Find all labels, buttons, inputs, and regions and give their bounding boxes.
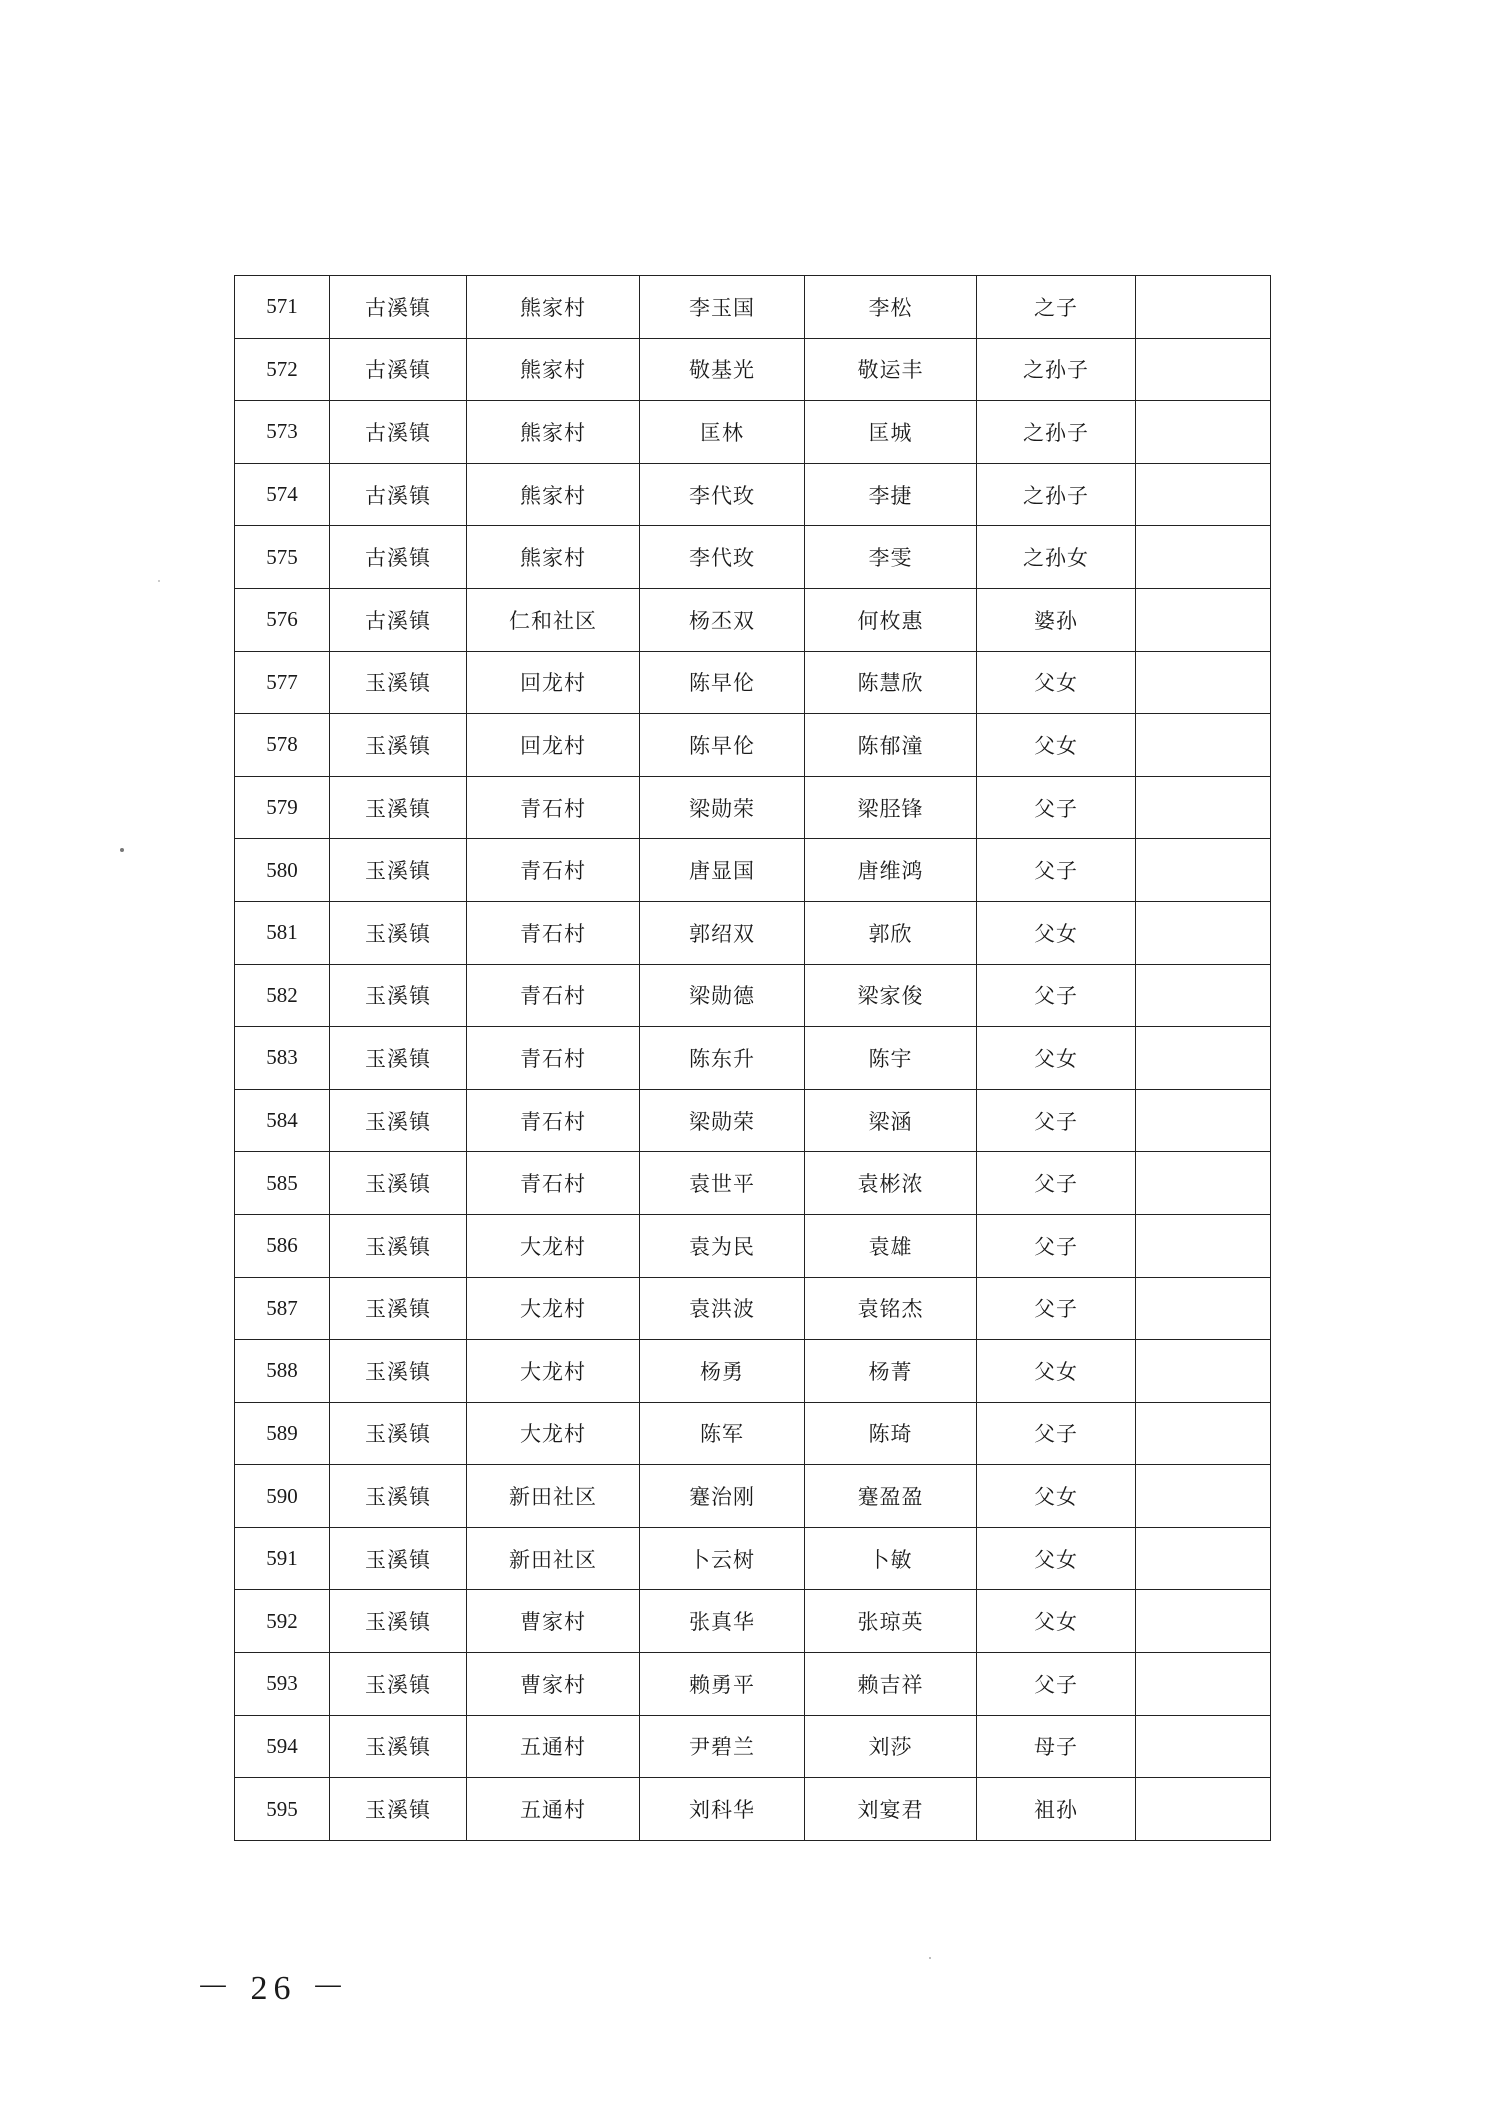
relative-name-cell: 陈宇 <box>805 1027 977 1090</box>
town-cell: 玉溪镇 <box>330 651 467 714</box>
person-name-cell: 郭绍双 <box>640 901 805 964</box>
person-name-cell: 张真华 <box>640 1590 805 1653</box>
row-number-cell: 588 <box>235 1340 330 1403</box>
table-row <box>235 776 1271 839</box>
village-cell: 大龙村 <box>467 1214 640 1277</box>
town-cell: 玉溪镇 <box>330 1214 467 1277</box>
town-cell: 玉溪镇 <box>330 776 467 839</box>
person-name-cell: 蹇治刚 <box>640 1465 805 1528</box>
note-cell <box>1136 463 1271 526</box>
table-row <box>235 1277 1271 1340</box>
relative-name-cell: 李捷 <box>805 463 977 526</box>
person-name-cell: 赖勇平 <box>640 1653 805 1716</box>
note-cell <box>1136 588 1271 651</box>
note-cell <box>1136 1402 1271 1465</box>
row-number-cell: 579 <box>235 776 330 839</box>
relation-cell: 之孙子 <box>977 401 1136 464</box>
village-cell: 曹家村 <box>467 1590 640 1653</box>
table-row <box>235 1590 1271 1653</box>
village-cell: 青石村 <box>467 839 640 902</box>
person-name-cell: 梁勋荣 <box>640 776 805 839</box>
relative-name-cell: 敬运丰 <box>805 338 977 401</box>
person-name-cell: 袁为民 <box>640 1214 805 1277</box>
village-cell: 五通村 <box>467 1715 640 1778</box>
note-cell <box>1136 1277 1271 1340</box>
person-name-cell: 卜云树 <box>640 1527 805 1590</box>
relation-cell: 父女 <box>977 1465 1136 1528</box>
relative-name-cell: 李雯 <box>805 526 977 589</box>
note-cell <box>1136 1089 1271 1152</box>
relative-name-cell: 陈郁潼 <box>805 714 977 777</box>
note-cell <box>1136 1152 1271 1215</box>
relative-name-cell: 李松 <box>805 276 977 339</box>
town-cell: 玉溪镇 <box>330 1778 467 1841</box>
village-cell: 青石村 <box>467 901 640 964</box>
table-row <box>235 839 1271 902</box>
row-number-cell: 572 <box>235 338 330 401</box>
row-number-cell: 592 <box>235 1590 330 1653</box>
town-cell: 玉溪镇 <box>330 1152 467 1215</box>
relation-cell: 之孙子 <box>977 463 1136 526</box>
roster-table <box>234 275 1271 1841</box>
person-name-cell: 尹碧兰 <box>640 1715 805 1778</box>
table-row <box>235 1089 1271 1152</box>
table-row <box>235 338 1271 401</box>
note-cell <box>1136 901 1271 964</box>
note-cell <box>1136 1527 1271 1590</box>
note-cell <box>1136 964 1271 1027</box>
note-cell <box>1136 839 1271 902</box>
person-name-cell: 袁洪波 <box>640 1277 805 1340</box>
note-cell <box>1136 401 1271 464</box>
village-cell: 大龙村 <box>467 1340 640 1403</box>
table-row <box>235 588 1271 651</box>
town-cell: 古溪镇 <box>330 588 467 651</box>
town-cell: 古溪镇 <box>330 338 467 401</box>
relative-name-cell: 卜敏 <box>805 1527 977 1590</box>
town-cell: 古溪镇 <box>330 276 467 339</box>
table-row <box>235 1402 1271 1465</box>
note-cell <box>1136 1590 1271 1653</box>
town-cell: 玉溪镇 <box>330 1402 467 1465</box>
relative-name-cell: 杨菁 <box>805 1340 977 1403</box>
village-cell: 熊家村 <box>467 463 640 526</box>
relative-name-cell: 唐维鸿 <box>805 839 977 902</box>
relation-cell: 父女 <box>977 1590 1136 1653</box>
note-cell <box>1136 1214 1271 1277</box>
table-row <box>235 276 1271 339</box>
table-row <box>235 1152 1271 1215</box>
person-name-cell: 匡林 <box>640 401 805 464</box>
table-row <box>235 1527 1271 1590</box>
town-cell: 玉溪镇 <box>330 1465 467 1528</box>
table-row <box>235 1778 1271 1841</box>
relation-cell: 父女 <box>977 714 1136 777</box>
town-cell: 玉溪镇 <box>330 1590 467 1653</box>
table-row <box>235 401 1271 464</box>
note-cell <box>1136 1653 1271 1716</box>
row-number-cell: 581 <box>235 901 330 964</box>
relation-cell: 母子 <box>977 1715 1136 1778</box>
row-number-cell: 584 <box>235 1089 330 1152</box>
village-cell: 青石村 <box>467 776 640 839</box>
table-row <box>235 964 1271 1027</box>
village-cell: 五通村 <box>467 1778 640 1841</box>
row-number-cell: 571 <box>235 276 330 339</box>
relation-cell: 父子 <box>977 1089 1136 1152</box>
village-cell: 熊家村 <box>467 526 640 589</box>
table-row <box>235 1715 1271 1778</box>
town-cell: 玉溪镇 <box>330 1089 467 1152</box>
note-cell <box>1136 714 1271 777</box>
relation-cell: 父女 <box>977 901 1136 964</box>
relation-cell: 祖孙 <box>977 1778 1136 1841</box>
note-cell <box>1136 651 1271 714</box>
note-cell <box>1136 338 1271 401</box>
relative-name-cell: 郭欣 <box>805 901 977 964</box>
relation-cell: 父子 <box>977 1402 1136 1465</box>
town-cell: 古溪镇 <box>330 526 467 589</box>
row-number-cell: 577 <box>235 651 330 714</box>
row-number-cell: 573 <box>235 401 330 464</box>
roster-table-body <box>235 276 1271 1841</box>
relation-cell: 之孙女 <box>977 526 1136 589</box>
relative-name-cell: 陈琦 <box>805 1402 977 1465</box>
relation-cell: 父女 <box>977 1340 1136 1403</box>
village-cell: 青石村 <box>467 964 640 1027</box>
relative-name-cell: 蹇盈盈 <box>805 1465 977 1528</box>
relation-cell: 父子 <box>977 964 1136 1027</box>
row-number-cell: 594 <box>235 1715 330 1778</box>
town-cell: 玉溪镇 <box>330 1340 467 1403</box>
person-name-cell: 李玉国 <box>640 276 805 339</box>
scan-speck <box>120 848 124 852</box>
scan-speck <box>929 1957 931 1959</box>
scan-speck <box>158 580 160 582</box>
page-number: － 26 － <box>196 1970 351 2007</box>
relative-name-cell: 袁铭杰 <box>805 1277 977 1340</box>
row-number-cell: 574 <box>235 463 330 526</box>
relative-name-cell: 刘莎 <box>805 1715 977 1778</box>
relation-cell: 之子 <box>977 276 1136 339</box>
table-row <box>235 1340 1271 1403</box>
village-cell: 新田社区 <box>467 1465 640 1528</box>
note-cell <box>1136 1715 1271 1778</box>
row-number-cell: 591 <box>235 1527 330 1590</box>
person-name-cell: 唐显国 <box>640 839 805 902</box>
relative-name-cell: 梁涵 <box>805 1089 977 1152</box>
table-row <box>235 901 1271 964</box>
note-cell <box>1136 1027 1271 1090</box>
note-cell <box>1136 1340 1271 1403</box>
table-row <box>235 463 1271 526</box>
village-cell: 曹家村 <box>467 1653 640 1716</box>
relative-name-cell: 陈慧欣 <box>805 651 977 714</box>
relative-name-cell: 梁家俊 <box>805 964 977 1027</box>
person-name-cell: 刘科华 <box>640 1778 805 1841</box>
relation-cell: 父子 <box>977 1653 1136 1716</box>
relation-cell: 父女 <box>977 1027 1136 1090</box>
person-name-cell: 陈东升 <box>640 1027 805 1090</box>
person-name-cell: 陈军 <box>640 1402 805 1465</box>
village-cell: 青石村 <box>467 1152 640 1215</box>
town-cell: 玉溪镇 <box>330 1715 467 1778</box>
relative-name-cell: 何枚惠 <box>805 588 977 651</box>
village-cell: 回龙村 <box>467 714 640 777</box>
town-cell: 古溪镇 <box>330 401 467 464</box>
person-name-cell: 梁勋荣 <box>640 1089 805 1152</box>
relation-cell: 父女 <box>977 1527 1136 1590</box>
town-cell: 玉溪镇 <box>330 1277 467 1340</box>
row-number-cell: 593 <box>235 1653 330 1716</box>
row-number-cell: 595 <box>235 1778 330 1841</box>
note-cell <box>1136 276 1271 339</box>
town-cell: 玉溪镇 <box>330 1027 467 1090</box>
row-number-cell: 587 <box>235 1277 330 1340</box>
table-row <box>235 1653 1271 1716</box>
relation-cell: 父子 <box>977 1214 1136 1277</box>
town-cell: 玉溪镇 <box>330 964 467 1027</box>
person-name-cell: 杨勇 <box>640 1340 805 1403</box>
town-cell: 古溪镇 <box>330 463 467 526</box>
village-cell: 回龙村 <box>467 651 640 714</box>
row-number-cell: 582 <box>235 964 330 1027</box>
row-number-cell: 585 <box>235 1152 330 1215</box>
village-cell: 仁和社区 <box>467 588 640 651</box>
table-row <box>235 714 1271 777</box>
person-name-cell: 敬基光 <box>640 338 805 401</box>
town-cell: 玉溪镇 <box>330 839 467 902</box>
relation-cell: 之孙子 <box>977 338 1136 401</box>
person-name-cell: 李代玫 <box>640 463 805 526</box>
table-row <box>235 1465 1271 1528</box>
relation-cell: 父女 <box>977 651 1136 714</box>
person-name-cell: 杨丕双 <box>640 588 805 651</box>
person-name-cell: 陈早伦 <box>640 651 805 714</box>
row-number-cell: 575 <box>235 526 330 589</box>
town-cell: 玉溪镇 <box>330 1653 467 1716</box>
village-cell: 熊家村 <box>467 276 640 339</box>
village-cell: 青石村 <box>467 1089 640 1152</box>
town-cell: 玉溪镇 <box>330 901 467 964</box>
town-cell: 玉溪镇 <box>330 1527 467 1590</box>
village-cell: 大龙村 <box>467 1277 640 1340</box>
note-cell <box>1136 1778 1271 1841</box>
relation-cell: 父子 <box>977 839 1136 902</box>
relative-name-cell: 赖吉祥 <box>805 1653 977 1716</box>
person-name-cell: 陈早伦 <box>640 714 805 777</box>
row-number-cell: 578 <box>235 714 330 777</box>
note-cell <box>1136 776 1271 839</box>
town-cell: 玉溪镇 <box>330 714 467 777</box>
table-row <box>235 651 1271 714</box>
relative-name-cell: 梁胫锋 <box>805 776 977 839</box>
relation-cell: 父子 <box>977 1152 1136 1215</box>
person-name-cell: 李代玫 <box>640 526 805 589</box>
village-cell: 熊家村 <box>467 401 640 464</box>
relative-name-cell: 匡城 <box>805 401 977 464</box>
village-cell: 新田社区 <box>467 1527 640 1590</box>
relation-cell: 婆孙 <box>977 588 1136 651</box>
village-cell: 青石村 <box>467 1027 640 1090</box>
village-cell: 大龙村 <box>467 1402 640 1465</box>
row-number-cell: 580 <box>235 839 330 902</box>
note-cell <box>1136 526 1271 589</box>
village-cell: 熊家村 <box>467 338 640 401</box>
table-row <box>235 1027 1271 1090</box>
note-cell <box>1136 1465 1271 1528</box>
person-name-cell: 梁勋德 <box>640 964 805 1027</box>
relation-cell: 父子 <box>977 1277 1136 1340</box>
relative-name-cell: 刘宴君 <box>805 1778 977 1841</box>
row-number-cell: 583 <box>235 1027 330 1090</box>
relative-name-cell: 袁雄 <box>805 1214 977 1277</box>
table-row <box>235 526 1271 589</box>
row-number-cell: 589 <box>235 1402 330 1465</box>
relative-name-cell: 张琼英 <box>805 1590 977 1653</box>
relative-name-cell: 袁彬浓 <box>805 1152 977 1215</box>
row-number-cell: 590 <box>235 1465 330 1528</box>
table-row <box>235 1214 1271 1277</box>
person-name-cell: 袁世平 <box>640 1152 805 1215</box>
row-number-cell: 586 <box>235 1214 330 1277</box>
relation-cell: 父子 <box>977 776 1136 839</box>
row-number-cell: 576 <box>235 588 330 651</box>
